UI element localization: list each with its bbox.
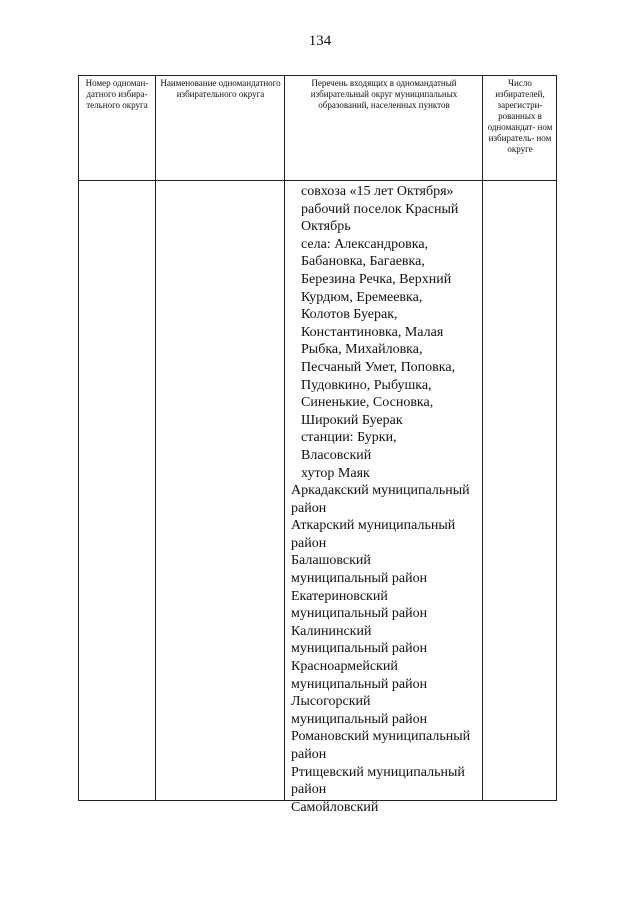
settlement-line: станции: Бурки,	[301, 430, 397, 446]
settlement-line: рабочий поселок Красный	[301, 201, 459, 217]
column-divider	[155, 76, 156, 800]
municipal-district-line: Екатериновский	[291, 588, 388, 604]
settlement-line: Колотов Буерак,	[301, 307, 398, 323]
municipal-district-line: муниципальный район	[291, 570, 428, 586]
municipal-district-line: Лысогорский	[291, 694, 371, 710]
municipal-district-line: район	[291, 746, 327, 762]
header-municipalities-list: Перечень входящих в одномандатный избирательный округ муниципальных образований, населенных пунктов	[310, 78, 458, 110]
municipal-district-line: муниципальный район	[291, 676, 428, 692]
municipal-district-line: район	[291, 782, 327, 798]
settlement-line: Рыбка, Михайловка,	[301, 342, 423, 358]
municipal-district-line: муниципальный район	[291, 606, 428, 622]
page-number: 134	[308, 33, 332, 49]
municipal-district-line: Красноармейский	[291, 658, 398, 674]
municipal-district-line: Балашовский	[291, 553, 371, 569]
table-header-row	[79, 76, 556, 181]
municipal-district-line: Калининский	[291, 623, 372, 639]
municipal-districts-list	[291, 482, 491, 816]
municipal-district-line: Ртищевский муниципальный	[291, 764, 465, 780]
settlement-line: хутор Маяк	[301, 465, 370, 481]
settlement-line: Березина Речка, Верхний	[301, 271, 452, 287]
settlement-line: Синенькие, Сосновка,	[301, 395, 434, 411]
settlement-line: Власовский	[301, 447, 372, 463]
header-district-number: Номер одноман- датного избира- тельного округа	[85, 78, 149, 110]
column-divider	[284, 76, 285, 800]
header-voter-count: Число избирателей, зарегистри- рованных в одномандат- ном избиратель- ном округе	[487, 78, 553, 154]
municipal-district-line: Аткарский муниципальный	[291, 518, 456, 534]
settlement-line: Курдюм, Еремеевка,	[301, 289, 423, 305]
settlement-line: Октябрь	[301, 219, 351, 235]
municipal-district-line: Аркадакский муниципальный	[291, 483, 470, 498]
municipal-district-line: муниципальный район	[291, 641, 428, 657]
settlement-line: Бабановка, Багаевка,	[301, 254, 425, 270]
district-table	[78, 75, 557, 815]
settlement-line: совхоза «15 лет Октября»	[301, 184, 454, 199]
municipal-district-line: Самойловский	[291, 799, 379, 815]
settlements-list	[301, 183, 491, 482]
settlement-line: Константиновка, Малая	[301, 324, 444, 340]
municipal-district-line: район	[291, 500, 327, 516]
settlement-line: Широкий Буерак	[301, 412, 403, 428]
municipal-district-line: муниципальный район	[291, 711, 428, 727]
settlement-line: Пудовкино, Рыбушка,	[301, 377, 432, 393]
settlement-line: Песчаный Умет, Поповка,	[301, 359, 456, 375]
settlement-line: села: Александровка,	[301, 236, 429, 252]
header-district-name: Наименование одномандатного избирательного округа	[160, 78, 281, 99]
municipal-district-line: район	[291, 535, 327, 551]
municipal-district-line: Романовский муниципальный	[291, 729, 471, 745]
